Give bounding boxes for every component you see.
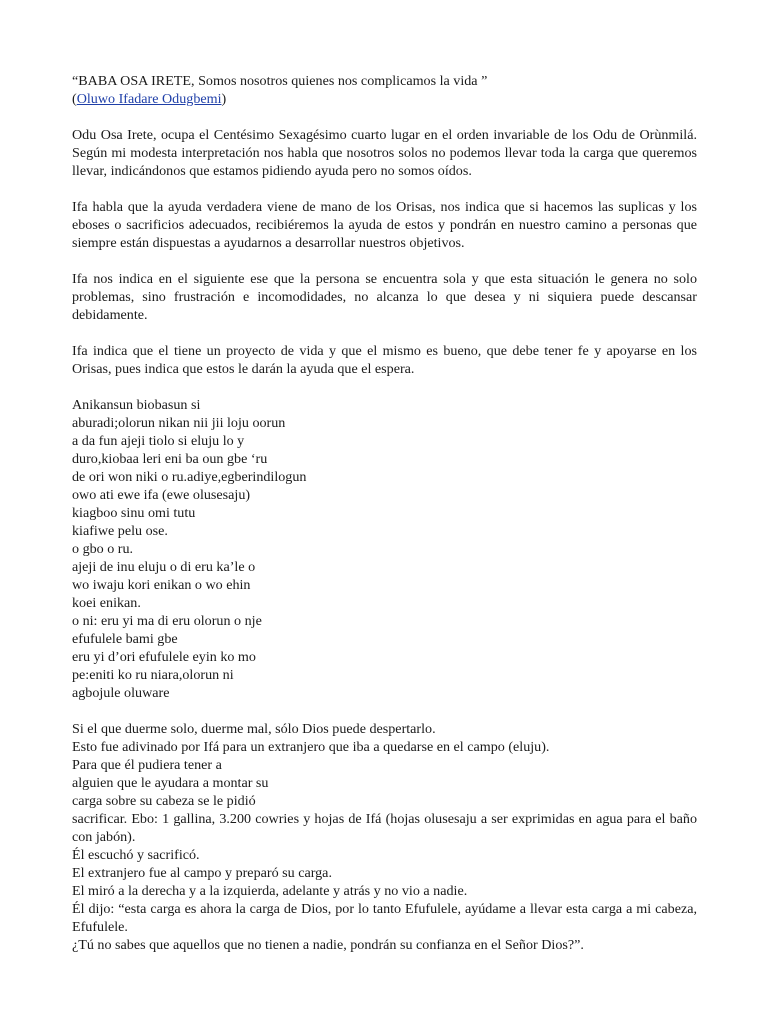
verse-line: Anikansun biobasun si — [72, 397, 201, 413]
verse-line: a da fun ajeji tiolo si eluju lo y — [72, 433, 245, 449]
author-paren-open: ( — [72, 91, 77, 107]
document-title: “BABA OSA IRETE, Somos nosotros quienes nos complicamos la vida ” — [72, 73, 488, 89]
verse-line: owo ati ewe ifa (ewe olusesaju) — [72, 487, 251, 503]
translation-line: sacrificar. Ebo: 1 gallina, 3.200 cowries y hojas de Ifá (hojas olusesaju a ser exprimidas en agua para el baño con jabón). — [72, 811, 697, 845]
verse-line: efufulele bami gbe — [72, 631, 178, 647]
translation-line: El extranjero fue al campo y preparó su carga. — [72, 865, 332, 881]
verse-line: wo iwaju kori enikan o wo ehin — [72, 577, 251, 593]
paragraph-4: Ifa indica que el tiene un proyecto de vida y que el mismo es bueno, que debe tener fe y apoyarse en los Orisas, pues indica que estos le darán la ayuda que el espera. — [72, 343, 697, 377]
verse-line: eru yi d’ori efufulele eyin ko mo — [72, 649, 256, 665]
translation-line: El miró a la derecha y a la izquierda, adelante y atrás y no vio a nadie. — [72, 883, 468, 899]
verse-line: pe:eniti ko ru niara,olorun ni — [72, 667, 234, 683]
verse-line: agbojule oluware — [72, 685, 170, 701]
translation-line: carga sobre su cabeza se le pidió — [72, 793, 256, 809]
verse-line: de ori won niki o ru.adiye,egberindilogun — [72, 469, 307, 485]
translation-line: Si el que duerme solo, duerme mal, sólo Dios puede despertarlo. — [72, 721, 436, 737]
verse-line: o ni: eru yi ma di eru olorun o nje — [72, 613, 262, 629]
verse-line: aburadi;olorun nikan nii jii loju oorun — [72, 415, 286, 431]
translation-line: Él escuchó y sacrificó. — [72, 847, 200, 863]
translation-line: ¿Tú no sabes que aquellos que no tienen a nadie, pondrán su confianza en el Señor Dios?”. — [72, 937, 584, 953]
spanish-translation — [72, 720, 697, 954]
verse-line: koei enikan. — [72, 595, 141, 611]
author-link[interactable]: Oluwo Ifadare Odugbemi — [76, 91, 222, 107]
verse-line: o gbo o ru. — [72, 541, 134, 557]
author-paren-close: ) — [221, 91, 227, 107]
translation-line: Para que él pudiera tener a — [72, 757, 222, 773]
paragraph-3: Ifa nos indica en el siguiente ese que la persona se encuentra sola y que esta situación le genera no solo problemas, sino frustración e incomodidades, no alcanza lo que desea y ni siquiera puede descansar debidamente. — [72, 271, 697, 323]
verse-line: kiafiwe pelu ose. — [72, 523, 168, 539]
verse-line: kiagboo sinu omi tutu — [72, 505, 196, 521]
yoruba-verse — [72, 396, 697, 702]
paragraph-2: Ifa habla que la ayuda verdadera viene de mano de los Orisas, nos indica que si hacemos las suplicas y los eboses o sacrificios adecuados, recibiéremos la ayuda de estos y pondrán en nuestro camino a personas que siempre están dispuestas a ayudarnos a desarrollar nuestros objetivos. — [72, 199, 697, 251]
verse-line: ajeji de inu eluju o di eru ka’le o — [72, 559, 256, 575]
verse-line: duro,kiobaa leri eni ba oun gbe ‘ru — [72, 451, 268, 467]
paragraph-1: Odu Osa Irete, ocupa el Centésimo Sexagésimo cuarto lugar en el orden invariable de los Odu de Orùnmilá. Según mi modesta interpretación nos habla que nosotros solos no podemos llevar toda la carga que queremos llevar, indicándonos que estamos pidiendo ayuda pero no somos oídos. — [72, 127, 697, 179]
translation-line: alguien que le ayudara a montar su — [72, 775, 269, 791]
author-line — [72, 90, 697, 108]
translation-line: Esto fue adivinado por Ifá para un extranjero que iba a quedarse en el campo (eluju). — [72, 739, 550, 755]
translation-line: Él dijo: “esta carga es ahora la carga de Dios, por lo tanto Efufulele, ayúdame a llevar esta carga a mi cabeza, Efufulele. — [72, 901, 697, 935]
